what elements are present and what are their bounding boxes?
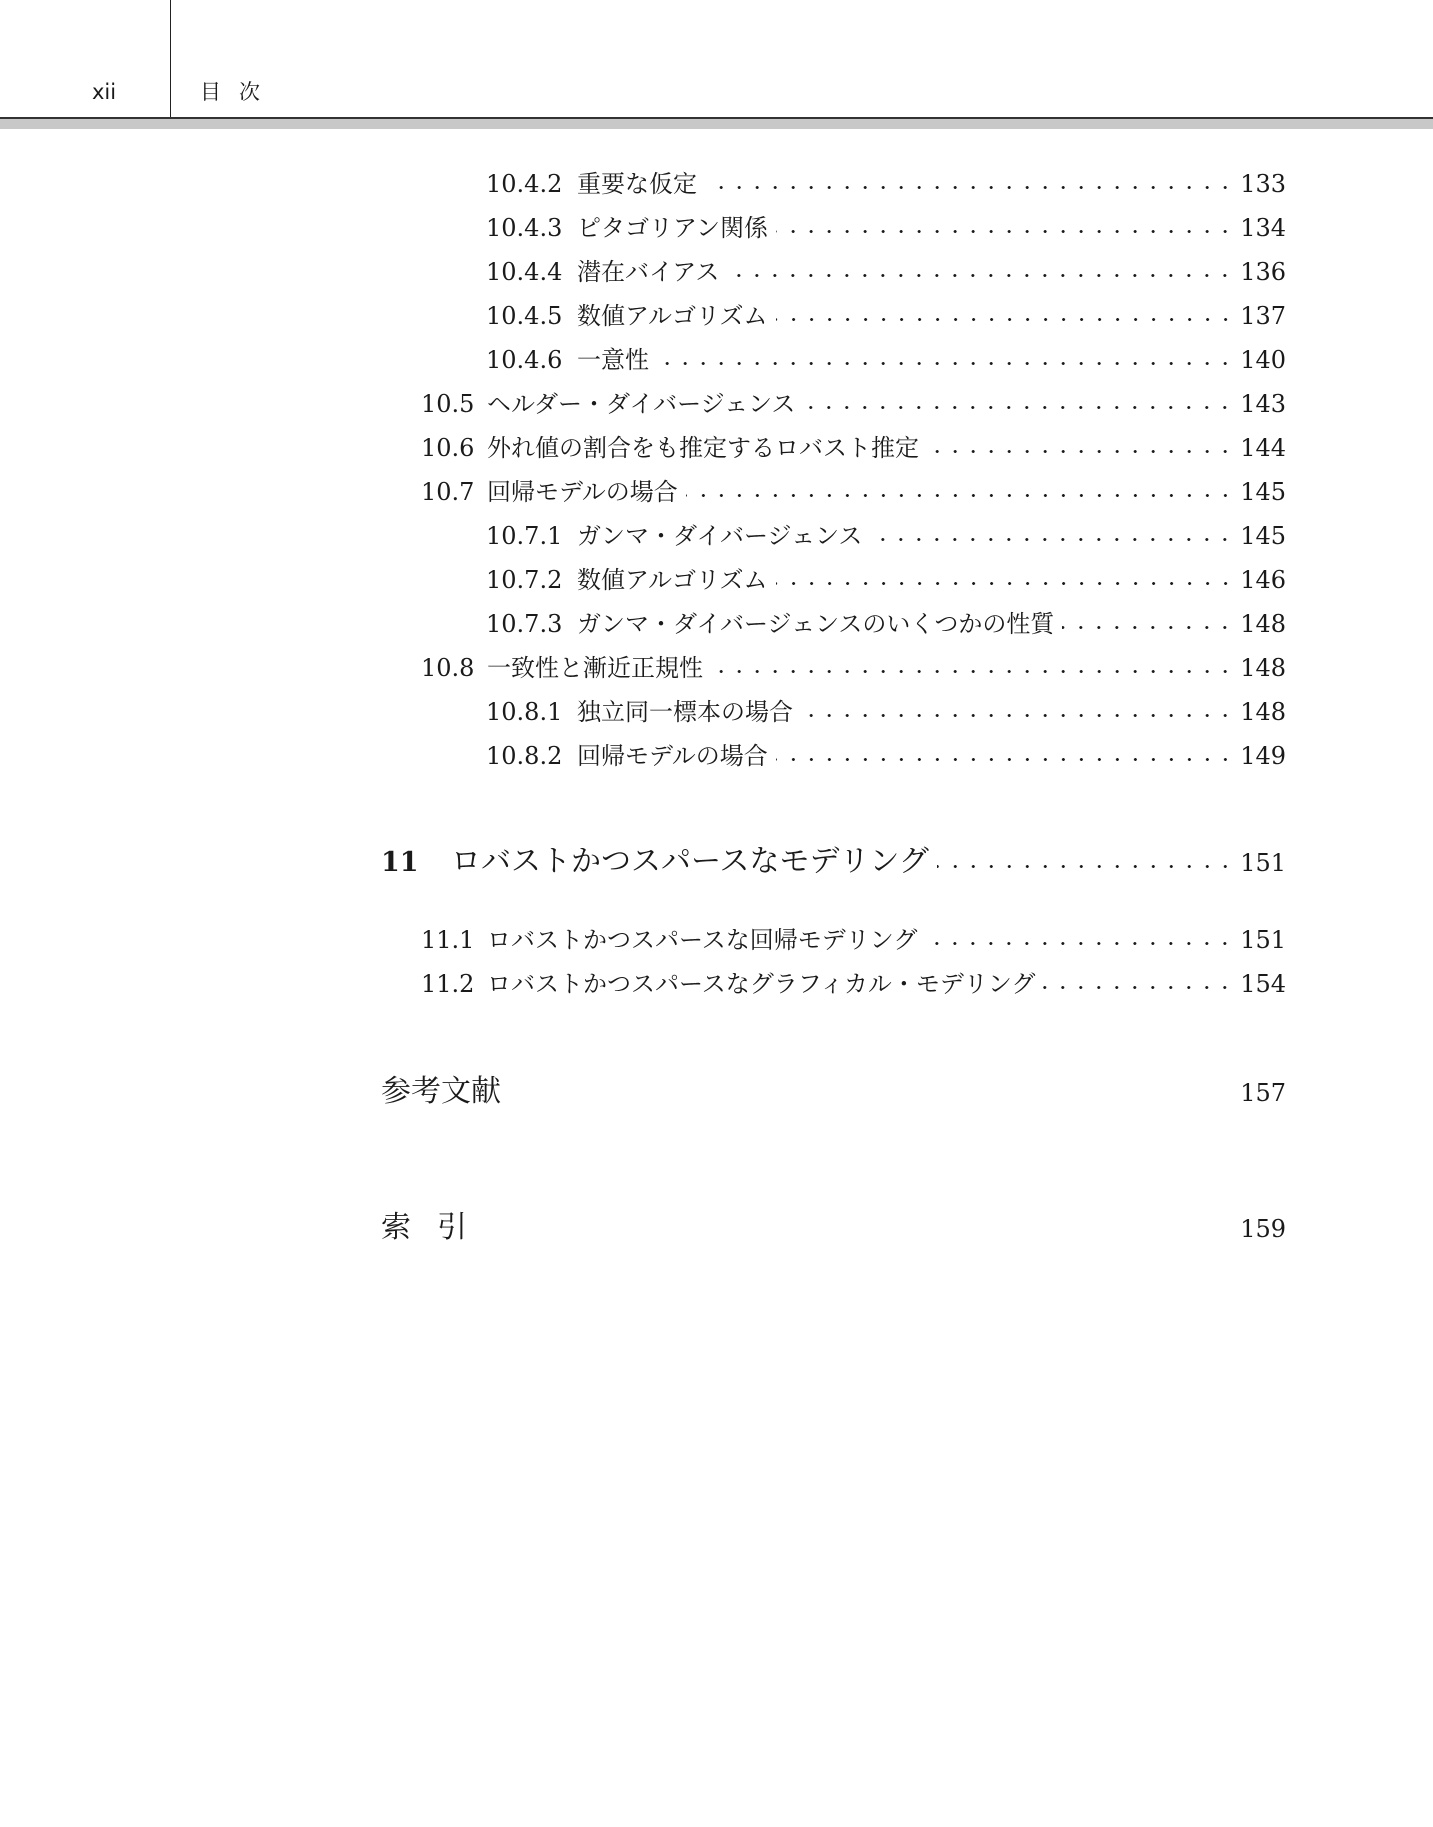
toc-entry-title: 一致性と漸近正規性 bbox=[487, 654, 703, 682]
toc-entry-title: ピタゴリアン関係 bbox=[577, 214, 769, 242]
toc-entry bbox=[486, 212, 1286, 244]
toc-entry-title: ロバストかつスパースな回帰モデリング bbox=[487, 926, 918, 954]
toc-entry-page: 151 bbox=[1240, 926, 1286, 954]
toc-entry-number: 10.4.2 bbox=[486, 170, 563, 198]
toc-entry-number: 10.7.2 bbox=[486, 566, 563, 594]
toc-entry bbox=[421, 968, 1286, 1000]
toc-entry-title: ガンマ・ダイバージェンスのいくつかの性質 bbox=[577, 610, 1055, 638]
toc-chapter-page: 151 bbox=[1240, 849, 1286, 877]
toc-entry-number: 10.4.6 bbox=[486, 346, 563, 374]
toc-index-entry bbox=[381, 1208, 1286, 1248]
toc-entry bbox=[421, 652, 1286, 684]
toc-references-title: 参考文献 bbox=[381, 1074, 501, 1109]
toc-entry-page: 134 bbox=[1240, 214, 1286, 242]
toc-entry-number: 10.8.1 bbox=[486, 698, 563, 726]
toc-entry-number: 10.5 bbox=[421, 390, 475, 418]
toc-entry bbox=[486, 696, 1286, 728]
toc-leader-dots bbox=[776, 302, 1235, 326]
toc-entry bbox=[486, 740, 1286, 772]
toc-leader-dots bbox=[1043, 970, 1234, 994]
toc-entry-number: 11.2 bbox=[421, 970, 475, 998]
toc-leader-dots bbox=[727, 258, 1234, 282]
toc-entry bbox=[486, 256, 1286, 288]
toc-entry bbox=[486, 300, 1286, 332]
toc-references-page: 157 bbox=[1240, 1079, 1286, 1107]
page-number: xii bbox=[92, 80, 117, 104]
toc-entry-page: 140 bbox=[1240, 346, 1286, 374]
toc-entry-page: 149 bbox=[1240, 742, 1286, 770]
toc-entry-title: 外れ値の割合をも推定するロバスト推定 bbox=[487, 434, 919, 462]
toc-entry bbox=[486, 564, 1286, 596]
toc-entry bbox=[421, 388, 1286, 420]
toc-leader-dots bbox=[776, 214, 1234, 238]
toc-leader-dots bbox=[803, 390, 1234, 414]
toc-entry-title: 一意性 bbox=[577, 346, 649, 374]
toc-entry-title: 数値アルゴリズム bbox=[577, 566, 768, 594]
toc-entry-page: 137 bbox=[1240, 302, 1286, 330]
toc-leader-dots bbox=[801, 698, 1234, 722]
toc-references-entry bbox=[381, 1072, 1286, 1112]
toc-entry-page: 144 bbox=[1240, 434, 1286, 462]
toc-leader-dots bbox=[937, 849, 1234, 873]
header-band bbox=[0, 119, 1433, 129]
toc-entry-page: 145 bbox=[1240, 522, 1286, 550]
toc-entry-page: 148 bbox=[1240, 698, 1286, 726]
toc-entry-number: 10.8.2 bbox=[486, 742, 563, 770]
toc-entry-number: 10.7.3 bbox=[486, 610, 563, 638]
toc-entry bbox=[486, 520, 1286, 552]
toc-chapter-entry bbox=[381, 842, 1286, 882]
toc-entry bbox=[486, 344, 1286, 376]
toc-leader-dots bbox=[870, 522, 1234, 546]
toc-entry-title: 独立同一標本の場合 bbox=[577, 698, 793, 726]
toc-entry-number: 10.4.5 bbox=[486, 302, 563, 330]
toc-leader-dots bbox=[927, 434, 1234, 458]
toc-leader-dots bbox=[925, 926, 1234, 950]
toc-entry-title: 数値アルゴリズム bbox=[577, 302, 768, 330]
toc-leader-dots bbox=[1062, 610, 1234, 634]
toc-entry bbox=[421, 476, 1286, 508]
toc-entry-title: ヘルダー・ダイバージェンス bbox=[487, 390, 796, 418]
toc-entry bbox=[486, 168, 1286, 200]
toc-entry-page: 146 bbox=[1240, 566, 1286, 594]
toc-entry-number: 11.1 bbox=[421, 926, 475, 954]
toc-entry-number: 10.4.3 bbox=[486, 214, 563, 242]
running-title: 目次 bbox=[200, 80, 278, 104]
toc-entry bbox=[486, 608, 1286, 640]
toc-entry-title: 潜在バイアス bbox=[577, 258, 720, 286]
toc-leader-dots bbox=[686, 478, 1234, 502]
toc-entry-number: 10.7.1 bbox=[486, 522, 563, 550]
toc-entry-page: 143 bbox=[1240, 390, 1286, 418]
toc-entry bbox=[421, 432, 1286, 464]
toc-leader-dots bbox=[776, 742, 1234, 766]
toc-entry-number: 10.8 bbox=[421, 654, 475, 682]
header-divider bbox=[170, 0, 171, 118]
toc-entry-title: 回帰モデルの場合 bbox=[487, 478, 678, 506]
toc-leader-dots bbox=[711, 654, 1234, 678]
toc-entry-title: 重要な仮定 bbox=[577, 170, 697, 198]
toc-entry-page: 133 bbox=[1240, 170, 1286, 198]
toc-entry-page: 148 bbox=[1240, 610, 1286, 638]
toc-entry bbox=[421, 924, 1286, 956]
toc-entry-number: 10.7 bbox=[421, 478, 475, 506]
toc-leader-dots bbox=[657, 346, 1234, 370]
toc-entry-number: 10.4.4 bbox=[486, 258, 563, 286]
toc-entry-title: ロバストかつスパースなグラフィカル・モデリング bbox=[487, 970, 1036, 998]
toc-leader-dots bbox=[705, 170, 1234, 194]
toc-index-title: 索引 bbox=[381, 1210, 493, 1245]
running-header bbox=[0, 0, 1433, 118]
toc-entry-number: 10.6 bbox=[421, 434, 475, 462]
toc-entry-page: 145 bbox=[1240, 478, 1286, 506]
toc-leader-dots bbox=[776, 566, 1235, 590]
toc-entry-page: 148 bbox=[1240, 654, 1286, 682]
toc-entry-page: 136 bbox=[1240, 258, 1286, 286]
toc-entry-title: 回帰モデルの場合 bbox=[577, 742, 768, 770]
toc-chapter-number: 11 bbox=[381, 847, 419, 878]
toc-entry-page: 154 bbox=[1240, 970, 1286, 998]
toc-index-page: 159 bbox=[1240, 1215, 1286, 1243]
toc-chapter-title: ロバストかつスパースなモデリング bbox=[451, 844, 929, 879]
toc-entry-title: ガンマ・ダイバージェンス bbox=[577, 522, 863, 550]
